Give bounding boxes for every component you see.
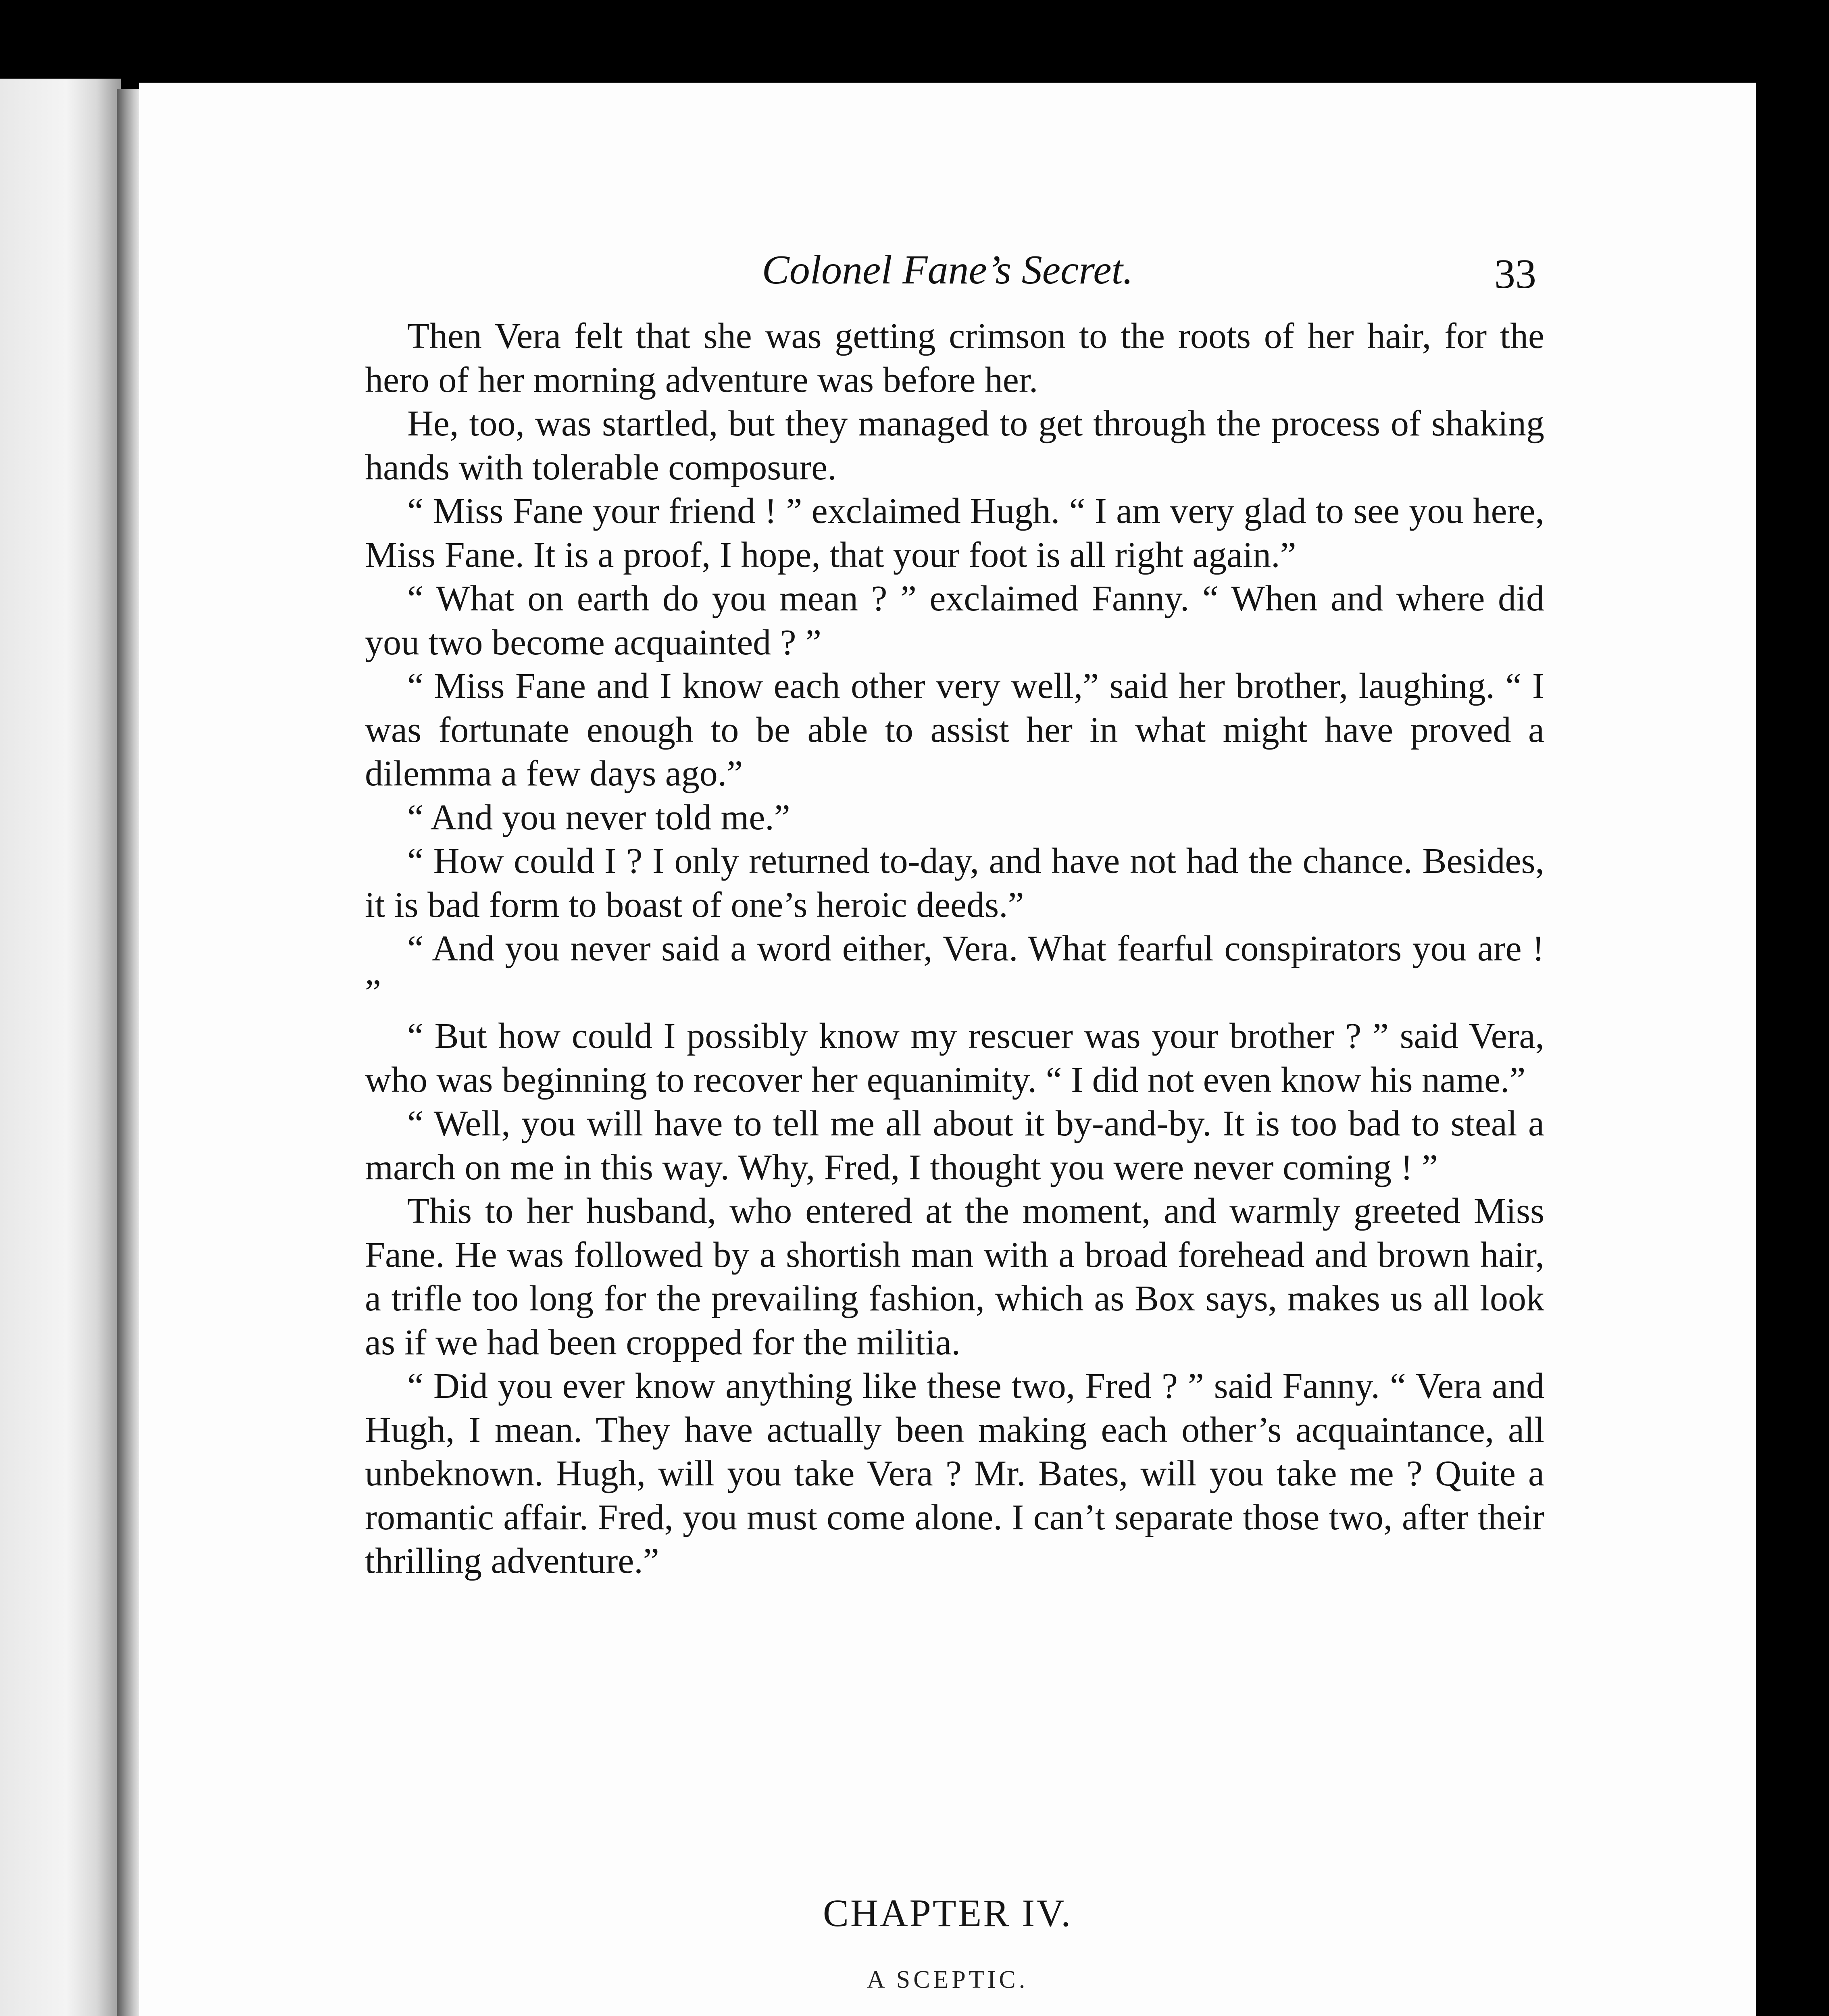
paragraph: “ Did you ever know anything like these two, Fred ? ” said Fanny. “ Vera and Hugh, I mean. They have actually been making each other’s acquaintance, all unbeknown. Hugh, will you take Vera ? Mr. Bates, will you take me ? Quite a romantic affair. Fred, you must come alone. I can’t separate those two, after their thrilling adventure.” [365, 1366, 1544, 1581]
paragraph: Then Vera felt that she was getting crimson to the roots of her hair, for the hero of her morning adventure was before her. [365, 316, 1544, 400]
facing-page-edge [0, 79, 121, 2016]
paragraph: “ How could I ? I only returned to-day, and have not had the chance. Besides, it is bad form to boast of one’s heroic deeds.” [365, 841, 1544, 925]
paragraph: “ Well, you will have to tell me all about it by-and-by. It is too bad to steal a march on me in this way. Why, Fred, I thought you were never coming ! ” [365, 1104, 1544, 1187]
paragraph: “ But how could I possibly know my rescuer was your brother ? ” said Vera, who was beginning to recover her equanimity. “ I did not even know his name.” [365, 1016, 1544, 1100]
paragraph: This to her husband, who entered at the moment, and warmly greeted Miss Fane. He was followed by a shortish man with a broad forehead and brown hair, a trifle too long for the prevailing fashion, which as Box says, makes us all look as if we had been cropped for the militia. [365, 1191, 1544, 1362]
chapter-subtitle: A SCEPTIC. [867, 1966, 1029, 1993]
page-number: 33 [1494, 251, 1536, 297]
paragraph: “ And you never said a word either, Vera. What fearful conspirators you are ! ” [365, 929, 1544, 1012]
book-page [139, 83, 1756, 2016]
chapter-heading: CHAPTER IV. [823, 1891, 1073, 1935]
paragraph: “ Miss Fane your friend ! ” exclaimed Hugh. “ I am very glad to see you here, Miss Fane. It is a proof, I hope, that your foot is all right again.” [365, 491, 1544, 575]
paragraph: “ Miss Fane and I know each other very well,” said her brother, laughing. “ I was fortunate enough to be able to assist her in what might have proved a dilemma a few days ago.” [365, 666, 1544, 793]
running-title: Colonel Fane’s Secret. [762, 247, 1133, 293]
paragraph: He, too, was startled, but they managed to get through the process of shaking hands with tolerable composure. [365, 404, 1544, 487]
paragraph: “ And you never told me.” [407, 797, 790, 837]
book-spine-shadow [117, 89, 141, 2016]
running-head [139, 238, 1756, 302]
paragraph: “ What on earth do you mean ? ” exclaimed Fanny. “ When and where did you two become acquainted ? ” [365, 579, 1544, 662]
text-block-before-chapter [365, 314, 1544, 1583]
